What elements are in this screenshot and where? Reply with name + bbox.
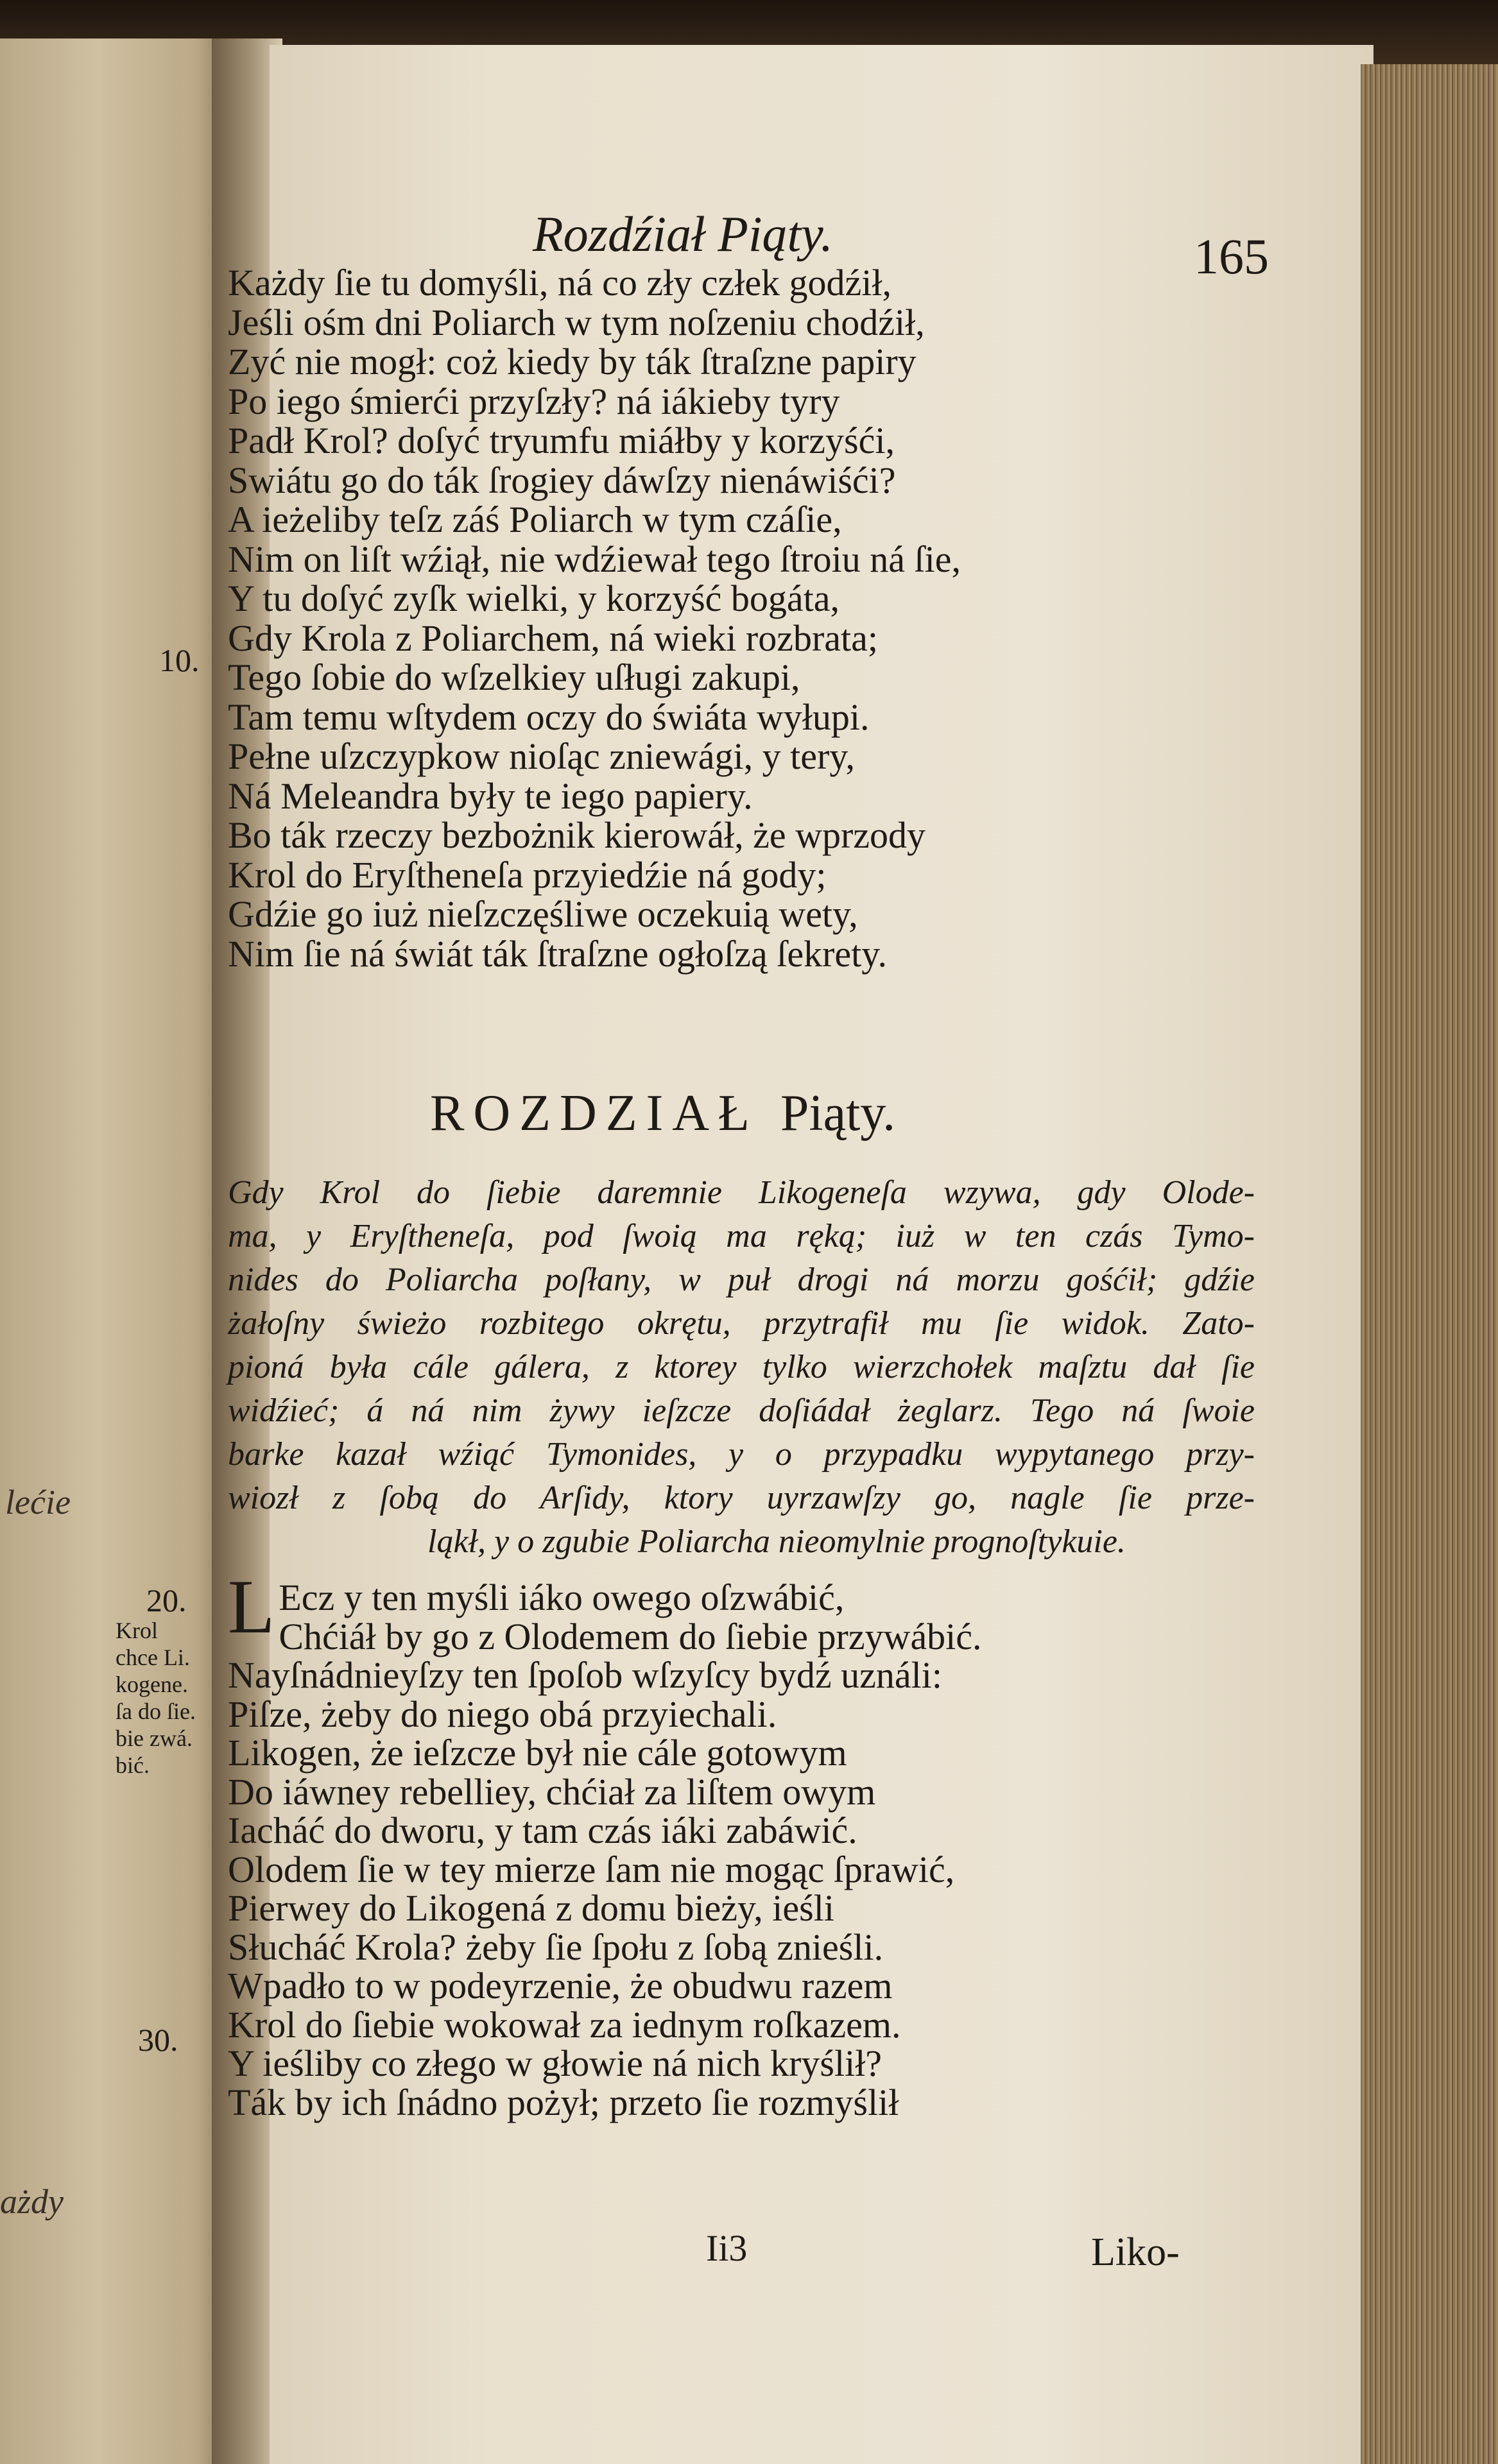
page-number: 165 bbox=[1194, 228, 1269, 284]
poem-line: Padł Krol? doſyć tryumfu miáłby y korzyśći, bbox=[228, 420, 895, 461]
poem-stanza-2 bbox=[228, 1564, 982, 2123]
poem-line: Iacháć do dworu, y tam czás iáki zabáwić. bbox=[228, 1810, 857, 1851]
chapter-summary bbox=[228, 1171, 1255, 1564]
summary-line: ma, y Eryſtheneſa, pod ſwoią ma ręką; iuż w ten czás Tymo- bbox=[228, 1218, 1255, 1254]
summary-line: nides do Poliarcha poſłany, w puł drogi ná morzu gośćił; gdźie bbox=[228, 1262, 1255, 1298]
catchword: Liko- bbox=[1091, 2230, 1180, 2274]
running-head: Rozdźiał Piąty. bbox=[533, 206, 833, 262]
previous-page-fragment: lećie bbox=[5, 1483, 71, 1521]
poem-line: Nim ſie ná świát ták ſtraſzne ogłoſzą ſekrety. bbox=[228, 932, 887, 975]
poem-line: Pierwey do Likogená z domu bieży, ieśli bbox=[228, 1887, 834, 1929]
poem-line: Krol do ſiebie wokował za iednym roſkazem. bbox=[228, 2003, 901, 2046]
summary-line: widźieć; á ná nim żywy ieſzcze doſiádał żeglarz. Tego ná ſwoie bbox=[228, 1392, 1255, 1429]
line-number: 20. bbox=[146, 1582, 187, 1618]
poem-line: Bo ták rzeczy bezbożnik kierowáł, że wprzody bbox=[228, 814, 926, 856]
poem-line: Pełne uſzczypkow nioſąc zniewági, y tery, bbox=[228, 735, 856, 777]
chapter-heading-number: Piąty. bbox=[780, 1085, 896, 1142]
previous-page-fragment: ażdy bbox=[0, 2182, 64, 2221]
poem-line: Olodem ſie w tey mierze ſam nie mogąc ſprawić, bbox=[228, 1848, 955, 1890]
poem-line: Tego ſobie do wſzelkiey uſługi zakupi, bbox=[228, 656, 800, 698]
previous-page-edge bbox=[0, 38, 244, 2464]
poem-line: A ieżeliby teſz záś Poliarch w tym czáſie, bbox=[228, 499, 842, 540]
poem-line: Piſze, żeby do niego obá przyiechali. bbox=[228, 1693, 777, 1735]
margin-note-line: kogene. bbox=[116, 1672, 188, 1697]
poem-line: Gdźie go iuż nieſzczęśliwe oczekuią wety, bbox=[228, 893, 858, 935]
poem-line: Nayſnádnieyſzy ten ſpoſob wſzyſcy bydź uználi: bbox=[228, 1654, 942, 1696]
margin-note-line: ſa do ſie. bbox=[116, 1698, 196, 1724]
poem-line: Chćiáł by go z Olodemem do ſiebie przywábić. bbox=[279, 1615, 982, 1657]
summary-line: wiozł z ſobą do Arſidy, ktory uyrzawſzy go, nagle ſie prze- bbox=[228, 1480, 1255, 1516]
drop-cap: L bbox=[228, 1564, 275, 1649]
poem-line: Y tu doſyć zyſk wielki, y korzyść bogáta, bbox=[228, 578, 840, 619]
margin-note-line: chce Li. bbox=[116, 1645, 190, 1670]
signature-mark: Ii3 bbox=[706, 2227, 748, 2269]
poem-line: Jeśli ośm dni Poliarch w tym noſzeniu chodźił, bbox=[228, 301, 925, 343]
margin-note-line: bić. bbox=[116, 1752, 150, 1778]
margin-note bbox=[116, 1617, 196, 1779]
poem-line-text: Ecz y ten myśli iáko owego oſzwábić, bbox=[279, 1577, 845, 1618]
summary-line: pioná była cále gálera, z ktorey tylko wierzchołek maſztu dał ſie bbox=[228, 1349, 1255, 1385]
line-number: 30. bbox=[138, 2022, 178, 2058]
poem-line: Każdy ſie tu domyśli, ná co zły człek godźił, bbox=[228, 262, 892, 304]
margin-note-line: bie zwá. bbox=[116, 1725, 193, 1751]
poem-line: Gdy Krola z Poliarchem, ná wieki rozbrata; bbox=[228, 617, 879, 659]
poem-line: Ták by ich ſnádno pożył; przeto ſie rozmyślił bbox=[228, 2081, 899, 2123]
summary-line: ląkł, y o zgubie Poliarcha nieomylnie prognoſtykuie. bbox=[427, 1523, 1126, 1560]
line-number: 10. bbox=[159, 642, 200, 678]
poem-line: Y ieśliby co złego w głowie ná nich kryślił? bbox=[228, 2042, 882, 2084]
poem-line: Do iáwney rebelliey, chćiał za liſtem owym bbox=[228, 1770, 876, 1813]
summary-line: żałoſny świeżo rozbitego okrętu, przytrafił mu ſie widok. Zato- bbox=[228, 1305, 1255, 1342]
chapter-heading bbox=[430, 1084, 895, 1143]
summary-line: barke kazał wźiąć Tymonides, y o przypadku wypytanego przy- bbox=[228, 1436, 1255, 1473]
poem-line: Po iego śmierći przyſzły? ná iákieby tyry bbox=[228, 380, 840, 422]
poem-line: Krol do Eryſtheneſa przyiedźie ná gody; bbox=[228, 853, 827, 896]
poem-line: Słucháć Krola? żeby ſie ſpołu z ſobą znieśli. bbox=[228, 1926, 884, 1968]
poem-line: Tam temu wſtydem oczy do świáta wyłupi. bbox=[228, 696, 870, 738]
poem-stanza-1 bbox=[228, 263, 961, 973]
poem-line: Wpadło to w podeyrzenie, że obudwu razem bbox=[228, 1965, 893, 2006]
poem-line: Swiátu go do ták ſrogiey dáwſzy nienáwiśći? bbox=[228, 459, 896, 501]
page-edges bbox=[1361, 64, 1498, 2464]
poem-line: Nim on liſt wźiął, nie wdźiewał tego ſtroiu ná ſie, bbox=[228, 538, 961, 580]
poem-line: Ná Meleandra były te iego papiery. bbox=[228, 774, 753, 817]
poem-line: Likogen, że ieſzcze był nie cále gotowym bbox=[228, 1732, 847, 1774]
margin-note-line: Krol bbox=[116, 1618, 158, 1643]
poem-line: Zyć nie mogł: coż kiedy by ták ſtraſzne papiry bbox=[228, 341, 917, 382]
chapter-heading-word: ROZDZIAŁ bbox=[430, 1085, 759, 1142]
summary-line: Gdy Krol do ſiebie daremnie Likogeneſa wzywa, gdy Olode- bbox=[228, 1174, 1255, 1211]
